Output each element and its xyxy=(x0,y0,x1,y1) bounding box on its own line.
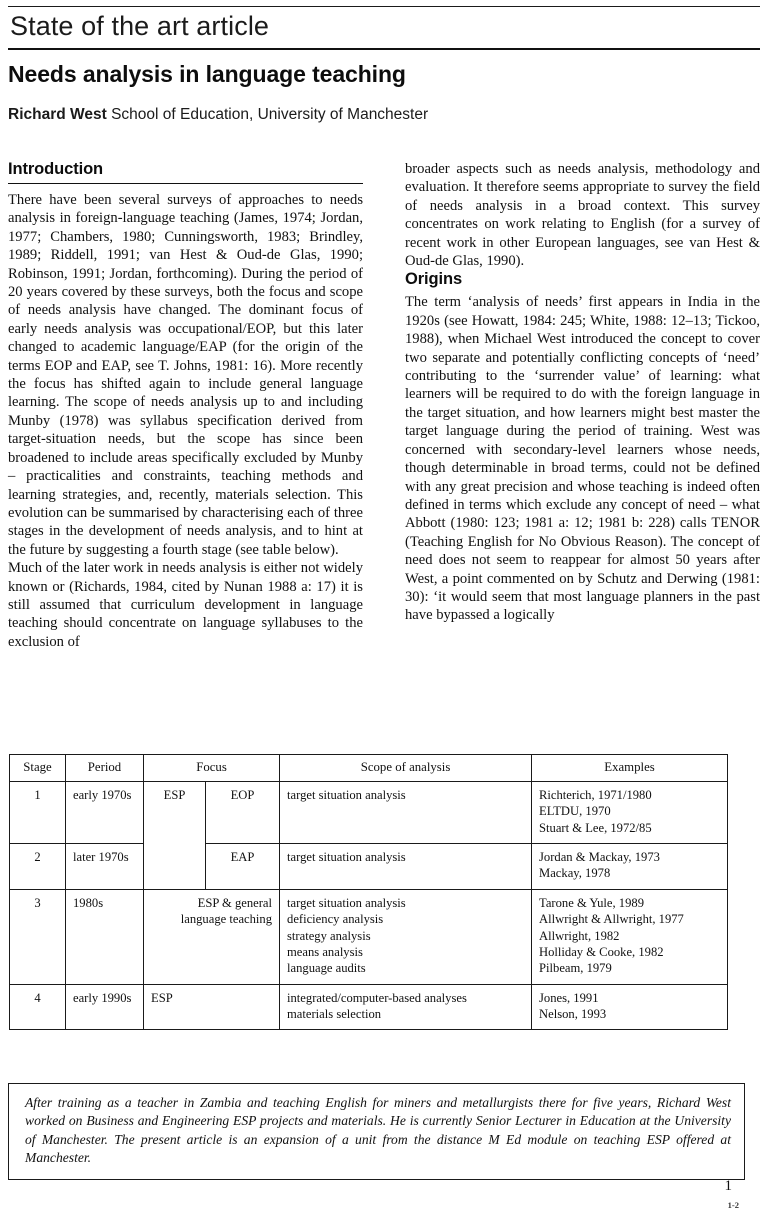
scope-line: target situation analysis xyxy=(287,788,406,802)
page-number: 1 xyxy=(724,1178,732,1194)
intro-paragraph-2: Much of the later work in needs analysis is either not widely known or (Richards, 1984, cited by Nunan 1988 a: 17) it is still assumed that curriculum development in language teaching should concentrate on language syllabuses to the exclusion of xyxy=(8,560,363,650)
scope-line: means analysis xyxy=(287,944,363,959)
example-line: Mackay, 1978 xyxy=(539,866,611,881)
column-left xyxy=(8,160,363,651)
example-line: Allwright, 1982 xyxy=(539,928,620,943)
cell-examples xyxy=(532,782,728,844)
table-header-row xyxy=(10,755,728,782)
scope-line: language audits xyxy=(287,961,366,976)
scope-line: target situation analysis xyxy=(287,850,406,865)
example-line: Stuart & Lee, 1972/85 xyxy=(539,820,652,835)
scope-line: materials selection xyxy=(287,1006,382,1021)
cell-focus-sub: EAP xyxy=(206,844,280,890)
cell-scope xyxy=(280,889,532,984)
example-line: ELTDU, 1970 xyxy=(539,804,611,819)
author-bio-box: After training as a teacher in Zambia and teaching English for miners and metallurgists there for five years, Richard West worked on Business and Engineering ESP projects and materials. He is currently Senior Lecturer in Education at the University of Manchester. The present article is an expansion of a unit from the distance M Ed module on teaching ESP offered at Manchester. xyxy=(8,1083,745,1180)
section-heading-introduction: Introduction xyxy=(8,160,363,184)
section-heading-origins: Origins xyxy=(405,270,463,289)
intro-paragraph-1: There have been several surveys of approaches to needs analysis in foreign-language teaching (James, 1974; Jordan, 1977; Chambers, 1980; Cunningsworth, 1983; Brindley, 1989; Riddell, 1991; van Hest & Oud-de Glas, 1990; Robinson, 1991; Jordan, forthcoming). During the period of 20 years covered by these surveys, both the focus and scope of needs analysis have changed. The dominant focus of early needs analysis was occupational/EOP, but this later changed to academic language/EAP (for the origin of the terms EOP and EAP, see T. Johns, 1981: 16). More recently the focus has shifted again to include general language learning. The scope of needs analysis up to and including Munby (1978) was syllabus specification derived from target-situation needs, but the scope has since been broadened to include areas specifically excluded by Munby – practicalities and constraints, teaching methods and learning strategies, and, recently, materials selection. This evolution can be summarised by characterising each of three stages in the development of needs analysis, and to hint at the future by suggesting a fourth stage (see table below). xyxy=(8,192,363,558)
intro-paragraph-2-continued: broader aspects such as needs analysis, methodology and evaluation. It therefore seems appropriate to survey the field of needs analysis in a broad context. This survey concentrates on work relating to English (for a survey of recent work in other European languages, see van Hest & Oud-de Glas, 1990). xyxy=(405,161,760,270)
cell-period: 1980s xyxy=(66,889,144,984)
th-period: Period xyxy=(66,755,144,782)
cell-focus-left: ESP xyxy=(144,984,280,1030)
th-examples: Examples xyxy=(532,755,728,782)
example-line: Nelson, 1993 xyxy=(539,1006,607,1021)
cell-focus-sub: EOP xyxy=(206,782,280,844)
table-row xyxy=(10,889,728,984)
scope-line: integrated/computer-based analyses xyxy=(287,990,467,1005)
cell-examples xyxy=(532,889,728,984)
th-stage: Stage xyxy=(10,755,66,782)
stages-table xyxy=(9,754,728,1030)
running-head-block xyxy=(8,6,760,50)
cell-stage: 1 xyxy=(10,782,66,844)
example-line: Allwright & Allwright, 1977 xyxy=(539,912,684,927)
example-line: Holliday & Cooke, 1982 xyxy=(539,944,664,959)
cell-stage: 3 xyxy=(10,889,66,984)
scope-line: strategy analysis xyxy=(287,928,371,943)
example-line: Tarone & Yule, 1989 xyxy=(539,895,644,910)
origins-paragraph-1: The term ‘analysis of needs’ first appears in India in the 1920s (see Howatt, 1984: 245; White, 1988: 12–13; Tickoo, 1988), when Michael West introduced the concept to cover two separate and potentially conflicting concepts of ‘need’ contributing to the ‘surrender value’ of learning: what learners will be required to do with the foreign language in the target situation, and how learners might best master the target language during the period of training. West was concerned with secondary-level learners whose needs, though determinable in broad terms, could not be defined with any great precision and whose teaching is indeed often defined in terms which exclude any concept of need – what Abbott (1980: 123; 1981 a: 12; 1981 b: 228) calls TENOR (Teaching English for No Obvious Reason). The concept of need does not seem to reappear for almost 50 years after West, a point commented on by Schutz and Derwing (1981: 30): ‘it would seem that most language planners in the past have bypassed a logically xyxy=(405,294,760,624)
example-line: Jordan & Mackay, 1973 xyxy=(539,850,660,865)
cell-period: early 1990s xyxy=(66,984,144,1030)
cell-scope xyxy=(280,782,532,844)
table-row xyxy=(10,844,728,890)
author-name: Richard West xyxy=(8,106,107,123)
cell-focus-wide: ESP & general language teaching xyxy=(144,889,280,984)
column-right xyxy=(405,160,760,625)
cell-scope xyxy=(280,984,532,1030)
example-line: Pilbeam, 1979 xyxy=(539,961,612,976)
example-line: Jones, 1991 xyxy=(539,990,599,1005)
cell-focus-merged-esp: ESP xyxy=(144,782,206,890)
cell-period: early 1970s xyxy=(66,782,144,844)
author-affiliation: School of Education, University of Manchester xyxy=(111,106,429,123)
cell-scope xyxy=(280,844,532,890)
cell-examples xyxy=(532,844,728,890)
cell-stage: 4 xyxy=(10,984,66,1030)
th-focus: Focus xyxy=(144,755,280,782)
table-row xyxy=(10,984,728,1030)
scope-line: target situation analysis xyxy=(287,895,406,910)
table-row xyxy=(10,782,728,844)
stages-table-wrapper xyxy=(9,754,727,1030)
page-title: Needs analysis in language teaching xyxy=(8,61,406,87)
cell-examples xyxy=(532,984,728,1030)
signature-mark: 1-2 xyxy=(727,1200,739,1210)
example-line: Richterich, 1971/1980 xyxy=(539,788,652,802)
th-scope: Scope of analysis xyxy=(280,755,532,782)
running-head-rule-bottom xyxy=(8,48,760,50)
cell-stage: 2 xyxy=(10,844,66,890)
byline xyxy=(8,106,760,124)
cell-period: later 1970s xyxy=(66,844,144,890)
scope-line: deficiency analysis xyxy=(287,912,384,927)
running-head-text: State of the art article xyxy=(10,11,270,41)
